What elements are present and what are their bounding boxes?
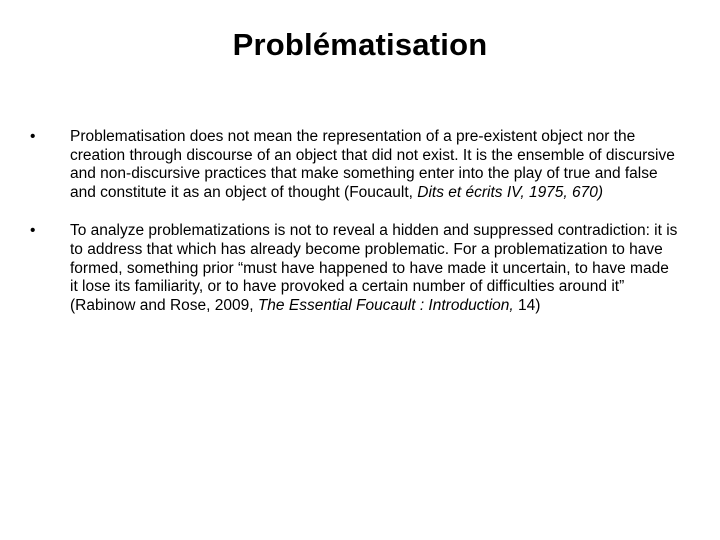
bullet-marker: • xyxy=(30,222,36,240)
bullet-marker: • xyxy=(30,128,36,145)
bullet-item-foucault xyxy=(30,128,680,202)
citation-close: 14) xyxy=(513,296,541,314)
bullet-text: To analyze problematizations is not to reveal a hidden and suppressed contradiction: it is to address that which has already become problematic. For a problematization to have formed, something prior “must have happened to have made it uncertain, to have made it lose its familiarity, or to have provoked a certain number of difficulties around it” xyxy=(70,222,678,296)
bullet-item-rabinow-rose xyxy=(30,222,680,315)
bullet-list xyxy=(30,128,680,335)
slide-title: Problématisation xyxy=(232,27,488,62)
citation-title: The Essential Foucault : Introduction, xyxy=(257,296,514,314)
citation-open: (Rabinow and Rose, 2009, xyxy=(70,296,258,314)
citation-open: (Foucault, xyxy=(344,183,418,201)
citation-line xyxy=(70,297,680,316)
citation-title: Dits et écrits IV, 1975, 670) xyxy=(417,183,604,201)
bullet-text: Problematisation does not mean the representation of a pre-existent object nor the creation through discourse of an object that did not exist. It is the ensemble of discursive and non-discursive practices that make something enter into the play of true and false and constitute it as an object of thought xyxy=(70,128,675,201)
